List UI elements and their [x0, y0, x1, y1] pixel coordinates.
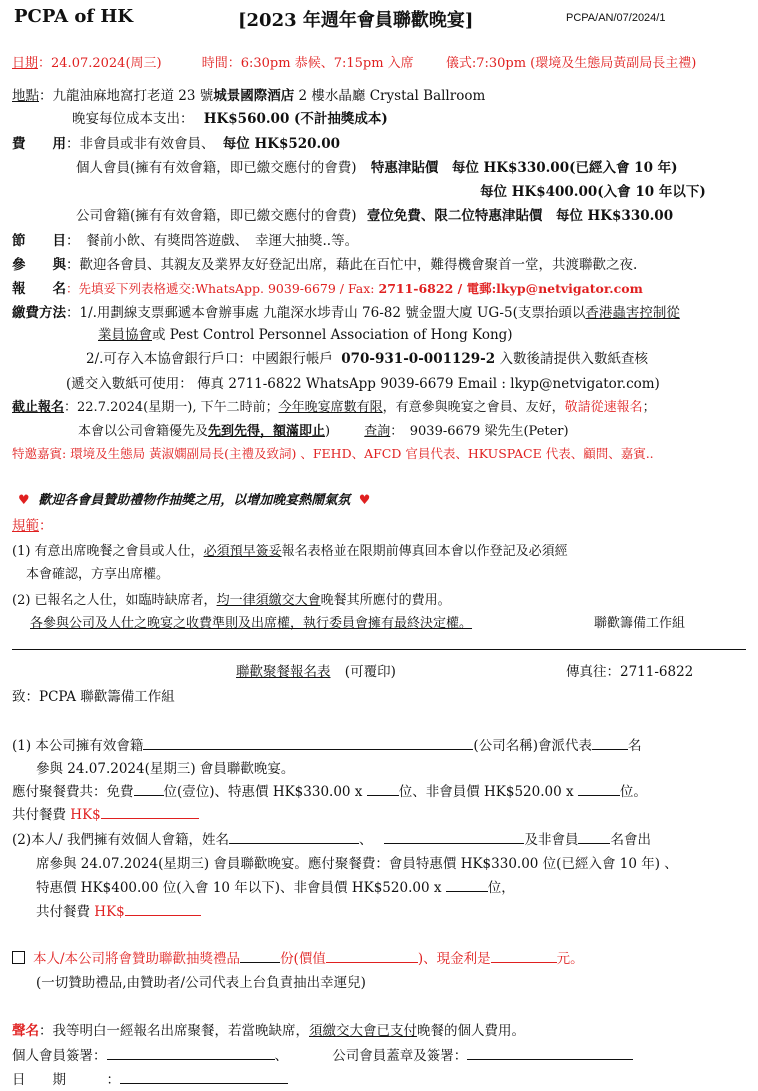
sponsor-banner: [18, 489, 370, 508]
company-line-1: [12, 734, 641, 754]
declaration-underlined: 須繳交大會已支付: [309, 1023, 417, 1039]
deadline-limited: 今年晚宴席數有限: [278, 400, 383, 415]
form-recipient: 致：PCPA 聯歡籌備工作組: [12, 689, 175, 705]
deadline-line-2: [78, 420, 569, 439]
deadline-line: [12, 396, 656, 415]
payment-bank: 2/.可存入本協會銀行戶口：中國銀行帳戶: [86, 351, 333, 367]
rules-label: 規範: [12, 518, 39, 534]
cost-line: [72, 107, 388, 127]
participants-label: 參 與: [12, 257, 66, 273]
personal-line-2: 席參與 24.07.2024(星期三) 會員聯歡晚宴。應付聚餐費：會員特惠價 HK$330.00 位(已經入會 10 年) 、: [36, 856, 678, 872]
payment-line-2: [98, 323, 513, 343]
heart-icon: ♥: [358, 493, 371, 508]
venue-room: 2 樓水晶廳 Crystal Ballroom: [294, 88, 486, 104]
company-line-2: 參與 24.07.2024(星期三) 會員聯歡晚宴。: [36, 761, 295, 777]
personal-pre: (2)本人/ 我們擁有效個人會籍，姓名: [12, 832, 229, 848]
company-free-count-field[interactable]: [134, 781, 164, 796]
fee-line-2: [76, 156, 678, 176]
deadline-date: ：22.7.2024(星期一), 下午二時前；: [64, 400, 279, 415]
company-special-count-field[interactable]: [367, 781, 399, 796]
cost-value: HK$560.00 (不計抽獎成本): [203, 111, 388, 127]
fee-company-price: 壹位免費、限二位特惠津貼價 每位 HK$330.00: [366, 208, 674, 224]
personal-total-label: 共付餐費: [36, 904, 90, 920]
company-total-label: 共付餐費: [12, 807, 66, 823]
venue-label: 地點: [12, 88, 39, 104]
company-total-line: [12, 803, 199, 823]
ceremony-time: 儀式:7:30pm (環境及生態局黃副局長主禮): [445, 56, 697, 71]
form-title-note: (可覆印): [344, 664, 396, 680]
cost-label: 晚宴每位成本支出：: [72, 111, 194, 127]
signature-line: [12, 1044, 633, 1064]
rule-2: [12, 589, 451, 608]
personal-total-line: [36, 900, 201, 920]
program-line: [12, 229, 358, 249]
program-label: 節 目: [12, 233, 66, 249]
date-field[interactable]: [120, 1069, 288, 1084]
venue-line: [12, 84, 485, 104]
company-fee-end: 位。: [619, 784, 647, 800]
rules-title: [12, 514, 53, 534]
company-fee-line: [12, 780, 647, 800]
declaration-line: [12, 1019, 525, 1039]
form-title-line: [236, 660, 396, 680]
register-text: ：先填妥下列表格遞交:WhatsApp. 9039-6679 / Fax:: [66, 281, 379, 296]
register-label: 報 名: [12, 281, 66, 297]
payment-cheque: ：1/.用劃線支票郵遞本會辦事處 九龍深水埗青山 76-82 號金盟大廈 UG-5(支票抬頭以: [66, 305, 586, 321]
fee-company: 公司會籍(擁有有效會籍，即已繳交應付的會費): [76, 208, 357, 224]
sponsor-gift-count-field[interactable]: [240, 948, 280, 963]
company-rep-count-field[interactable]: [592, 735, 628, 750]
sponsor-note: (一切贊助禮品,由贊助者/公司代表上台負責抽出幸運兒): [36, 975, 366, 991]
personal-signature-end: 、: [274, 1048, 288, 1064]
priority-note: 本會以公司會籍優先及: [78, 424, 209, 439]
venue-hotel: 城景國際酒店: [213, 88, 295, 104]
fee-nonmember-price: 每位 HK$520.00: [222, 136, 341, 152]
section-divider: [12, 649, 746, 650]
company-total-field[interactable]: [101, 804, 199, 819]
fee-individual-price-10y: 特惠津貼價 每位 HK$330.00(已經入會 10 年): [370, 160, 678, 176]
fee-individual: 個人會員(擁有有效會籍，即已繳交應付的會費): [76, 160, 357, 176]
bank-account-number: 070-931-0-001129-2: [341, 351, 496, 367]
register-email[interactable]: 電郵:lkyp@netvigator.com: [466, 281, 643, 296]
fee-label: 費 用: [12, 136, 66, 152]
sponsor-pre: 本人/本公司將會贊助聯歡抽獎禮品: [33, 951, 241, 967]
date-signature-label: 日 期 ：: [12, 1072, 120, 1088]
fee-line-4: [76, 204, 673, 224]
register-separator: /: [453, 281, 467, 296]
event-time: 時間：6:30pm 恭候、7:15pm 入席: [201, 56, 414, 71]
personal-total-currency: HK$: [94, 904, 125, 920]
deadline-end: ；: [642, 400, 656, 415]
committee-name: 聯歡籌備工作組: [594, 616, 686, 631]
register-line: [12, 277, 643, 297]
program-text: ： 餐前小飲、有獎問答遊戲、 幸運大抽獎..等。: [66, 233, 359, 249]
rule-1-line2: 本會確認，方享出席權。: [26, 567, 170, 582]
personal-mid: 及非會員: [524, 832, 579, 848]
rule-2-underlined: 均一律須繳交大會: [216, 593, 321, 608]
doc-ref: PCPA/AN/07/2024/1: [566, 12, 666, 24]
rule-2-pre: (2) 已報名之人仕，如臨時缺席者，: [12, 593, 217, 608]
sponsor-line: [12, 947, 584, 967]
personal-line3-pre: 特惠價 HK$400.00 位(入會 10 年以下)、非會員價 HK$520.00 x: [36, 880, 446, 896]
participants-line: [12, 253, 637, 273]
special-guests: 特邀嘉賓: 環境及生態局 黃淑嫻副局長(主禮及致詞) 、FEHD、AFCD 官員代表、HKUSPACE 代表、顧問、嘉賓..: [12, 446, 654, 461]
deadline-text: ，有意參與晚宴之會員、友好，: [382, 400, 565, 415]
personal-total-field[interactable]: [125, 901, 201, 916]
sponsor-banner-text: 歡迎各會員贊助禮物作抽獎之用，以增加晚宴熱鬧氣氛: [38, 493, 351, 508]
payment-line-1: [12, 301, 680, 321]
company-nonmember-count-field[interactable]: [578, 781, 620, 796]
enquiry-label: 查詢: [364, 424, 391, 439]
personal-name-field-2[interactable]: [384, 829, 524, 844]
sponsor-checkbox[interactable]: [12, 951, 25, 964]
fee-nonmember: ：非會員或非有效會員、: [66, 136, 215, 152]
date-line: [12, 52, 696, 71]
company-mid: (公司名稱)會派代表: [473, 738, 592, 754]
rule-2-post: 晚餐其所應付的費用。: [320, 593, 451, 608]
enquiry-contact: ： 9039-6679 梁先生(Peter): [390, 424, 569, 439]
personal-line-1: [12, 828, 651, 848]
rule-1: [12, 540, 568, 559]
sponsor-value-field[interactable]: [326, 948, 418, 963]
sponsor-mid1: 份(價值: [280, 951, 326, 967]
company-signature-label: 公司會員蓋章及簽署：: [332, 1048, 468, 1064]
payment-line-3: [86, 347, 648, 367]
payee-name-part1: 香港蟲害控制從: [585, 305, 680, 321]
rule-1-post: 報名表格並在限期前傳真回本會以作登記及必須經: [281, 544, 568, 559]
event-date: ：24.07.2024(周三): [38, 56, 162, 71]
payment-label: 繳費方法: [12, 305, 66, 321]
rules-colon: ：: [39, 518, 53, 534]
org-name: PCPA of HK: [14, 6, 133, 27]
form-title: 聯歡聚餐報名表: [236, 664, 331, 680]
declaration-post: 晚餐的個人費用。: [417, 1023, 525, 1039]
fee-individual-price-under-10y: 每位 HK$400.00(入會 10 年以下): [480, 184, 706, 200]
payment-bank-note: 入數後請提供入數紙查核: [495, 351, 648, 367]
venue-address: ：九龍油麻地窩打老道 23 號: [39, 88, 214, 104]
personal-end: 名會出: [610, 832, 651, 848]
declaration-pre: ：我等明白一經報名出席聚餐，若當晚缺席，: [39, 1023, 309, 1039]
personal-sep: 、: [358, 832, 373, 848]
personal-signature-field[interactable]: [107, 1045, 275, 1060]
doc-title: [2023 年週年會員聯歡晚宴]: [238, 10, 474, 31]
date-signature-line: [12, 1068, 288, 1088]
sponsor-end: 元。: [556, 951, 584, 967]
personal-name-field-1[interactable]: [229, 829, 359, 844]
priority-note-end: ): [325, 424, 331, 439]
company-total-currency: HK$: [70, 807, 101, 823]
register-fax: 2711-6822: [378, 281, 454, 296]
fee-line-1: [12, 132, 340, 152]
company-name-field[interactable]: [143, 735, 473, 750]
company-signature-field[interactable]: [467, 1045, 633, 1060]
participants-text: ：歡迎各會員、其親友及業界友好登記出席，藉此在百忙中，難得機會聚首一堂，共渡聯歡之夜.: [66, 257, 638, 273]
rule-3: 各參與公司及人仕之晚宴之收費準則及出席權，執行委員會擁有最終決定權。: [30, 616, 473, 631]
first-come-note: 先到先得，額滿即止: [208, 424, 326, 439]
personal-line3-end: 位，: [487, 880, 515, 896]
payment-line-4: (遞交入數紙可使用： 傳真 2711-6822 WhatsApp 9039-6679 Email : lkyp@netvigator.com): [66, 376, 660, 392]
rule-1-pre: (1) 有意出席晚餐之會員或人仕，: [12, 544, 204, 559]
payee-name-part2: 業員協會: [98, 327, 152, 343]
personal-nonmember-count-field-2[interactable]: [446, 877, 488, 892]
company-fee-mid1: 位(壹位)、特惠價 HK$330.00 x: [163, 784, 367, 800]
personal-nonmember-count-field[interactable]: [578, 829, 610, 844]
company-fee-mid2: 位、非會員價 HK$520.00 x: [398, 784, 578, 800]
personal-signature-label: 個人會員簽署：: [12, 1048, 107, 1064]
deadline-label: 截止報名: [12, 400, 65, 415]
date-label: 日期: [12, 56, 39, 71]
sponsor-mid2: )、現金利是: [417, 951, 491, 967]
form-fax: 傳真往：2711-6822: [566, 664, 694, 680]
rule-1-underlined: 必須預早簽妥: [203, 544, 282, 559]
company-pre: (1) 本公司擁有效會籍: [12, 738, 144, 754]
sponsor-cash-field[interactable]: [491, 948, 557, 963]
payee-english: 或 Pest Control Personnel Association of Hong Kong): [152, 327, 513, 343]
heart-icon: ♥: [18, 493, 30, 508]
company-end: 名: [627, 738, 642, 754]
personal-line-3: [36, 876, 515, 896]
deadline-urge: 敬請從速報名: [564, 400, 643, 415]
company-fee-pre: 應付聚餐費共：免費: [12, 784, 134, 800]
declaration-label: 聲名: [12, 1023, 39, 1039]
